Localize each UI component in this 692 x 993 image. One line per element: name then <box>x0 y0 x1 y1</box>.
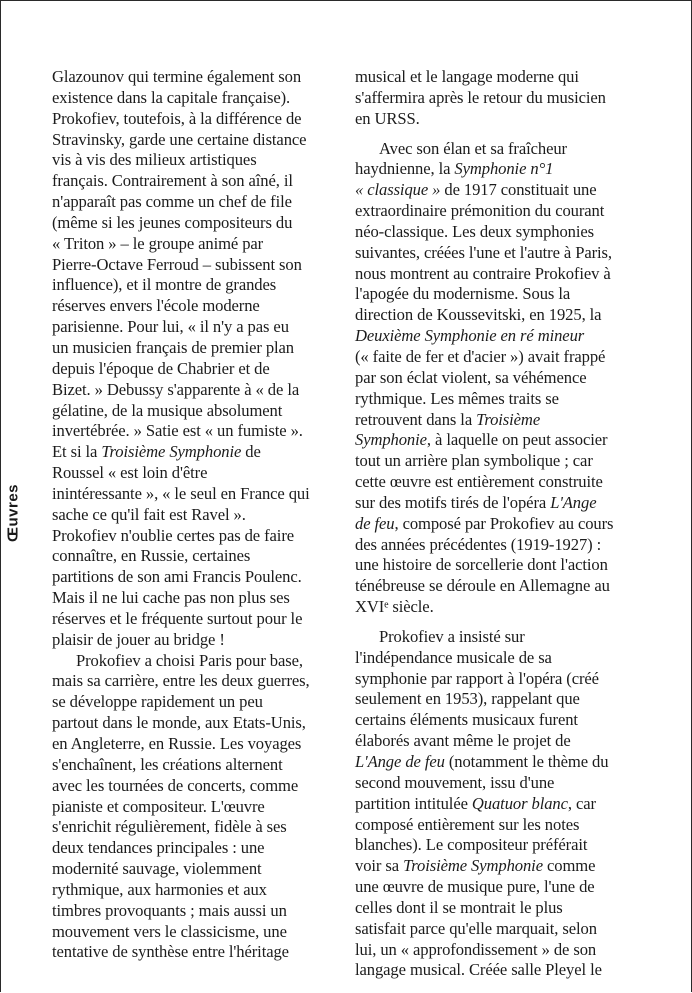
text-line <box>355 139 675 160</box>
line-text: blanches). Le compositeur préférait <box>355 835 588 855</box>
line-text: sur des motifs tirés de l'opéra <box>355 492 551 512</box>
text-line <box>355 960 675 981</box>
line-text: modernité sauvage, violemment <box>52 859 262 879</box>
line-text: partitions de son ami Francis Poulenc. <box>52 567 302 587</box>
text-line <box>355 835 675 856</box>
text-line <box>52 546 352 567</box>
line-text: cette œuvre est entièrement construite <box>355 472 603 492</box>
text-line <box>52 797 352 818</box>
line-text: de 1917 constituait une <box>440 180 597 200</box>
text-line <box>52 651 352 672</box>
italic-title: Symphonie <box>355 430 427 450</box>
line-text: existence dans la capitale française). <box>52 87 291 107</box>
text-line <box>355 180 675 201</box>
section-side-label: Œuvres <box>4 483 22 543</box>
text-line <box>52 734 352 755</box>
text-line <box>52 484 352 505</box>
line-text: rythmique. Les mêmes traits se <box>355 388 559 408</box>
line-text: l'apogée du modernisme. Sous la <box>355 284 571 304</box>
text-line <box>52 505 352 526</box>
italic-title: Symphonie n°1 <box>454 159 554 179</box>
line-text: Et si la <box>52 442 102 462</box>
line-text: rythmique, aux harmonies et aux <box>52 879 267 899</box>
text-line <box>355 88 675 109</box>
text-line <box>355 669 675 690</box>
text-line <box>355 109 675 130</box>
line-text: retrouvent dans la <box>355 409 477 429</box>
line-text: satisfait parce qu'elle marquait, selon <box>355 918 597 938</box>
text-line <box>52 630 352 651</box>
text-line <box>52 588 352 609</box>
line-text: (notamment le thème du <box>444 752 609 771</box>
line-text: symphonie par rapport à l'opéra (créé <box>355 668 599 688</box>
line-text: une œuvre de musique pure, l'une de <box>355 877 595 897</box>
text-line <box>355 430 675 451</box>
line-text: deux tendances principales : une <box>52 838 265 858</box>
text-line <box>52 67 352 88</box>
text-line <box>355 472 675 493</box>
text-line <box>52 192 352 213</box>
text-line <box>52 213 352 234</box>
italic-title: Troisième Symphonie <box>101 442 242 462</box>
line-text: se développe rapidement un peu <box>52 692 263 712</box>
text-line <box>52 109 352 130</box>
line-text: partition intitulée <box>355 793 472 813</box>
line-text: gélatine, de la musique absolument <box>52 400 283 420</box>
line-text: mouvement vers le classicisme, une <box>52 921 287 941</box>
line-text: depuis l'époque de Chabrier et de <box>52 358 270 378</box>
line-text: , car <box>567 793 596 813</box>
line-text: tout un arrière plan symbolique ; car <box>355 451 593 471</box>
text-line <box>355 898 675 919</box>
text-line <box>52 567 352 588</box>
line-text: partout dans le monde, aux Etats-Unis, <box>52 713 306 733</box>
text-line <box>52 880 352 901</box>
text-line <box>52 776 352 797</box>
text-line <box>355 410 675 431</box>
line-text: langage musical. Créée salle Pleyel le <box>355 960 602 980</box>
text-line <box>355 856 675 877</box>
text-line <box>52 609 352 630</box>
text-line <box>355 710 675 731</box>
italic-title: de feu <box>355 513 395 533</box>
line-text: certains éléments musicaux furent <box>355 710 578 730</box>
text-line <box>355 940 675 961</box>
text-line <box>52 442 352 463</box>
italic-title: Troisième <box>476 409 541 429</box>
text-line <box>52 255 352 276</box>
text-line <box>355 451 675 472</box>
text-line <box>355 67 675 88</box>
line-text: « Triton » – le groupe animé par <box>52 233 264 253</box>
text-line <box>52 150 352 171</box>
line-text: un musicien français de premier plan <box>52 337 294 357</box>
text-line <box>52 859 352 880</box>
line-text: Pierre-Octave Ferroud – subissent son <box>52 254 302 274</box>
line-text: extraordinaire prémonition du courant <box>355 201 605 221</box>
text-line <box>355 627 675 648</box>
text-line <box>52 901 352 922</box>
line-text: parisienne. Pour lui, « il n'y a pas eu <box>52 317 289 337</box>
text-line <box>355 555 675 576</box>
text-line <box>355 493 675 514</box>
line-text: s'enrichit régulièrement, fidèle à ses <box>52 817 287 837</box>
text-line <box>52 713 352 734</box>
line-text: en URSS. <box>355 108 420 128</box>
line-text: , à laquelle on peut associer <box>426 430 608 450</box>
line-text: une histoire de sorcellerie dont l'action <box>355 555 608 575</box>
line-text: seulement en 1953), rappelant que <box>355 689 580 709</box>
text-line <box>355 222 675 243</box>
text-line <box>52 671 352 692</box>
line-text: suivantes, créées l'une et l'autre à Paris, <box>355 242 612 262</box>
line-text: Bizet. » Debussy s'apparente à « de la <box>52 379 300 399</box>
text-line <box>355 648 675 669</box>
line-text: plaisir de jouer au bridge ! <box>52 629 225 649</box>
line-text: s'enchaînent, les créations alternent <box>52 754 283 774</box>
italic-title: L'Ange <box>550 492 597 512</box>
text-line <box>52 838 352 859</box>
line-text: comme <box>542 856 596 876</box>
line-text: (même si les jeunes compositeurs du <box>52 212 293 232</box>
italic-title: Deuxième Symphonie en ré mineur <box>355 326 585 346</box>
text-line <box>355 919 675 940</box>
line-text: influence), et il montre de grandes <box>52 275 277 295</box>
text-line <box>355 794 675 815</box>
text-line <box>52 275 352 296</box>
line-text: Prokofiev n'oublie certes pas de faire <box>52 525 295 545</box>
text-line <box>355 326 675 347</box>
line-text: par son éclat violent, sa véhémence <box>355 367 587 387</box>
line-text: inintéressante », « le seul en France qui <box>52 483 310 503</box>
line-text: sache ce qu'il fait est Ravel ». <box>52 504 246 524</box>
line-text: Roussel « est loin d'être <box>52 463 208 483</box>
line-text: direction de Koussevitski, en 1925, la <box>355 305 602 325</box>
line-text: vis à vis des milieux artistiques <box>52 150 257 170</box>
italic-title: L'Ange de feu <box>355 752 445 771</box>
text-line <box>355 576 675 597</box>
text-line <box>52 922 352 943</box>
text-line <box>355 535 675 556</box>
line-text: XVIᵉ siècle. <box>355 597 434 617</box>
line-text: Avec son élan et sa fraîcheur <box>379 138 567 158</box>
line-text: second mouvement, issu d'une <box>355 772 555 792</box>
line-text: Mais il ne lui cache pas non plus ses <box>52 588 290 608</box>
text-line <box>52 317 352 338</box>
line-text: pianiste et compositeur. L'œuvre <box>52 796 265 816</box>
text-line <box>52 692 352 713</box>
line-text: l'indépendance musicale de sa <box>355 647 552 667</box>
text-line <box>52 359 352 380</box>
line-text: , composé par Prokofiev au cours <box>394 513 614 533</box>
right-text-column <box>355 67 675 981</box>
text-line <box>52 338 352 359</box>
line-text: réserves envers l'école moderne <box>52 296 260 316</box>
line-text: timbres provoquants ; mais aussi un <box>52 900 287 920</box>
text-line <box>355 243 675 264</box>
line-text: musical et le langage moderne qui <box>355 67 579 86</box>
line-text: mais sa carrière, entre les deux guerres, <box>52 671 310 691</box>
line-text: réserves et le fréquente surtout pour le <box>52 608 303 628</box>
left-text-column <box>52 67 352 963</box>
text-line <box>355 389 675 410</box>
text-line <box>52 234 352 255</box>
line-text: tentative de synthèse entre l'héritage <box>52 942 289 962</box>
text-line <box>355 368 675 389</box>
text-line <box>52 817 352 838</box>
line-text: français. Contrairement à son aîné, il <box>52 171 293 191</box>
text-line <box>355 752 675 773</box>
italic-title: « classique » <box>355 180 441 200</box>
italic-title: Troisième Symphonie <box>403 856 543 876</box>
text-line <box>52 526 352 547</box>
paragraph-gap <box>355 130 675 139</box>
line-text: n'apparaît pas comme un chef de file <box>52 192 292 212</box>
line-text: nous montrent au contraire Prokofiev à <box>355 263 611 283</box>
line-text: néo-classique. Les deux symphonies <box>355 221 595 241</box>
text-line <box>52 380 352 401</box>
text-line <box>355 305 675 326</box>
text-line <box>52 88 352 109</box>
text-line <box>355 264 675 285</box>
italic-title: Quatuor blanc <box>471 793 568 813</box>
line-text: Stravinsky, garde une certaine distance <box>52 129 307 149</box>
text-line <box>52 755 352 776</box>
line-text: des années précédentes (1919-1927) : <box>355 534 602 554</box>
line-text: de <box>241 442 261 462</box>
line-text: celles dont il se montrait le plus <box>355 897 563 917</box>
text-line <box>52 171 352 192</box>
text-line <box>52 401 352 422</box>
text-line <box>52 130 352 151</box>
line-text: haydnienne, la <box>355 159 455 179</box>
line-text: s'affermira après le retour du musicien <box>355 87 606 107</box>
line-text: en Angleterre, en Russie. Les voyages <box>52 734 302 753</box>
text-line <box>355 689 675 710</box>
text-line <box>355 731 675 752</box>
line-text: voir sa <box>355 856 404 876</box>
line-text: avec les tournées de concerts, comme <box>52 775 299 795</box>
line-text: composé entièrement sur les notes <box>355 814 580 834</box>
text-line <box>355 347 675 368</box>
text-line <box>355 201 675 222</box>
text-line <box>355 597 675 618</box>
line-text: Glazounov qui termine également son <box>52 67 302 86</box>
text-line <box>52 296 352 317</box>
line-text: (« faite de fer et d'acier ») avait frappé <box>355 346 606 366</box>
text-line <box>355 514 675 535</box>
text-line <box>52 421 352 442</box>
text-line <box>355 284 675 305</box>
text-line <box>355 815 675 836</box>
line-text: Prokofiev, toutefois, à la différence de <box>52 108 302 128</box>
line-text: élaborés avant même le projet de <box>355 731 571 751</box>
line-text: Prokofiev a insisté sur <box>379 626 525 646</box>
line-text: Prokofiev a choisi Paris pour base, <box>76 650 303 670</box>
line-text: ténébreuse se déroule en Allemagne au <box>355 576 610 596</box>
text-line <box>355 877 675 898</box>
line-text: connaître, en Russie, certaines <box>52 546 251 566</box>
line-text: lui, un « approfondissement » de son <box>355 939 597 959</box>
paragraph-gap <box>355 618 675 627</box>
text-line <box>52 942 352 963</box>
text-line <box>52 463 352 484</box>
text-line <box>355 773 675 794</box>
text-line <box>355 159 675 180</box>
line-text: invertébrée. » Satie est « un fumiste ». <box>52 421 303 441</box>
